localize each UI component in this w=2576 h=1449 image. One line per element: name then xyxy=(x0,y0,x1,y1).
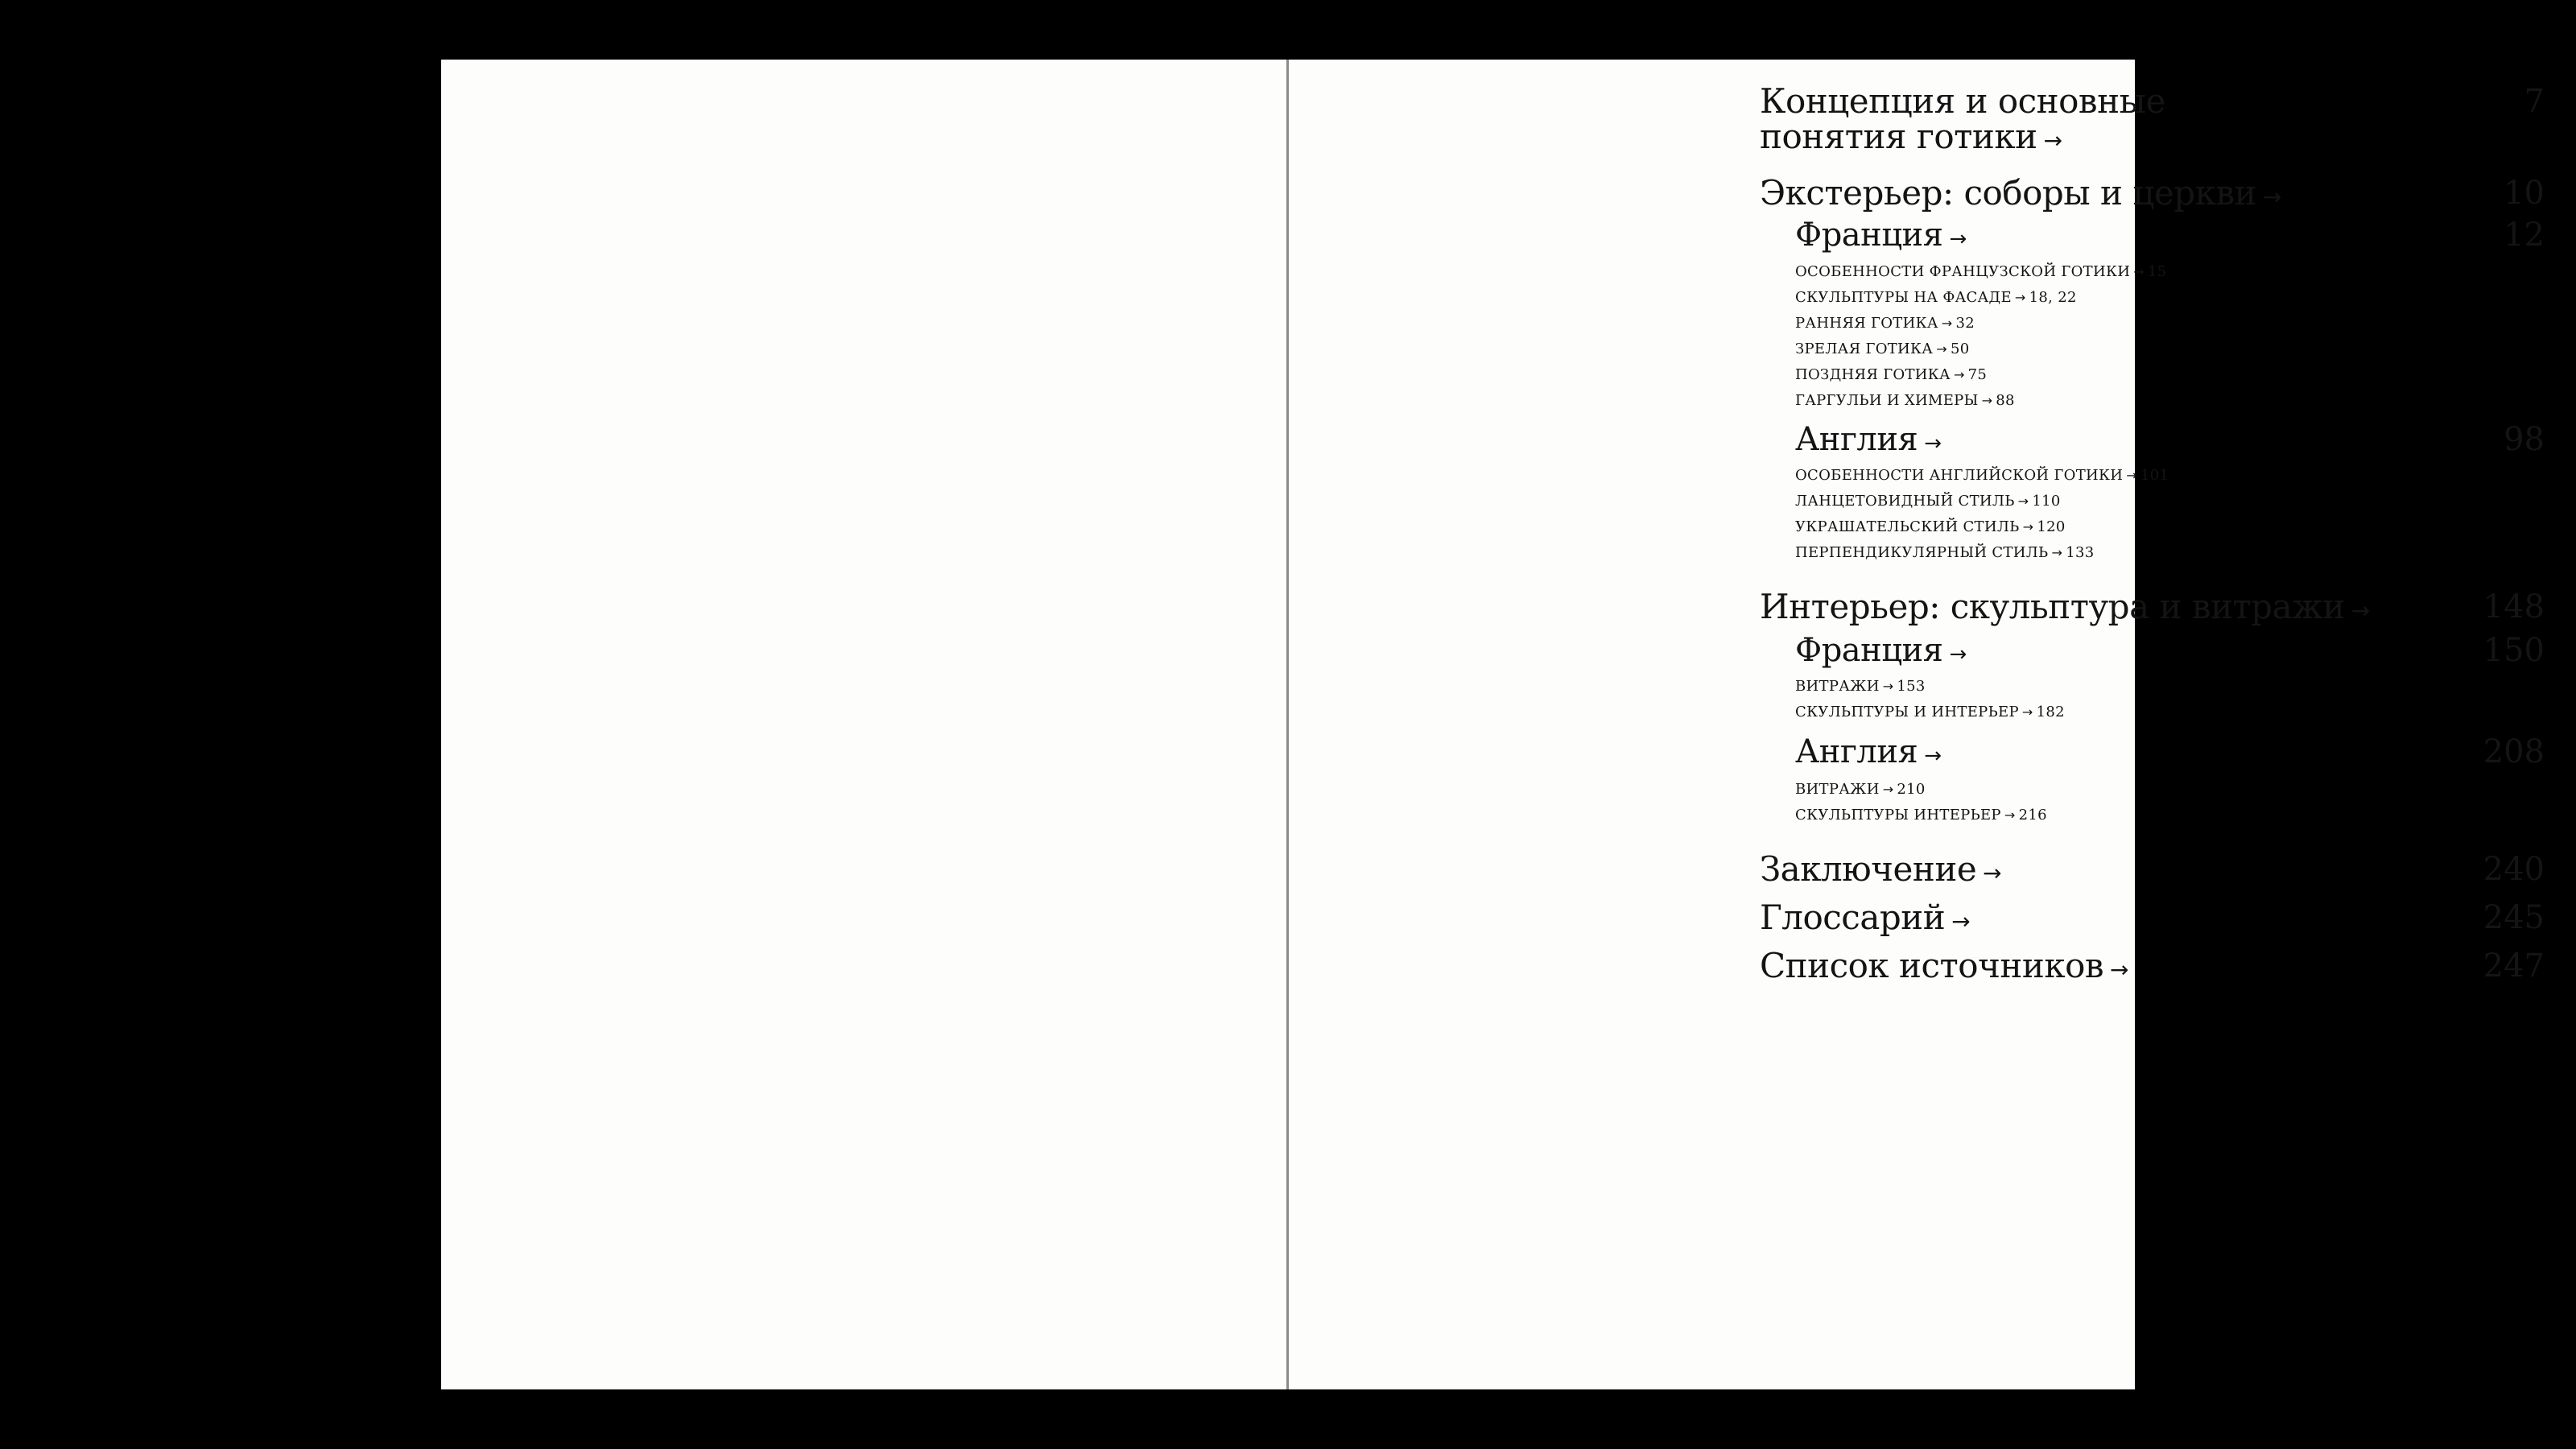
toc-entry-page: 208 xyxy=(2483,733,2545,770)
arrow-right-icon: → xyxy=(2351,597,2370,624)
toc-entry-title xyxy=(1795,391,2015,411)
toc-entry-title-text: ПОЗДНЯЯ ГОТИКА xyxy=(1795,366,1951,383)
toc-entry-title-text: Экстерьер: соборы и церкви xyxy=(1760,173,2257,213)
arrow-right-icon: → xyxy=(2051,545,2063,560)
arrow-right-icon: → xyxy=(1983,860,2002,886)
toc-entry-title-text: ЛАНЦЕТОВИДНЫЙ СТИЛЬ xyxy=(1795,493,2015,510)
toc-entry-title-line2: понятия готики xyxy=(1760,117,2037,156)
right-page xyxy=(1289,60,2545,1389)
toc-entry-title xyxy=(1795,262,2166,282)
toc-entry-title-text: ПЕРПЕНДИКУЛЯРНЫЙ СТИЛЬ xyxy=(1795,544,2049,561)
arrow-right-icon: → xyxy=(1949,227,1967,251)
toc-entry-page: 50 xyxy=(1950,341,1970,357)
toc-entry-title-line1: Концепция и основные xyxy=(1760,81,2165,121)
toc-entry-page: 150 xyxy=(2483,632,2545,669)
arrow-right-icon: → xyxy=(1949,642,1967,667)
arrow-right-icon: → xyxy=(2110,956,2128,983)
toc-entry-title-text: ОСОБЕННОСТИ ФРАНЦУЗСКОЙ ГОТИКИ xyxy=(1795,263,2131,280)
toc-entry-page: 153 xyxy=(1897,678,1926,695)
toc-entry-title-text: ЗРЕЛАЯ ГОТИКА xyxy=(1795,341,1934,357)
arrow-right-icon: → xyxy=(1882,782,1894,797)
toc-entry-title-text: СКУЛЬПТУРЫ НА ФАСАДЕ xyxy=(1795,289,2012,306)
toc-entry-page: 133 xyxy=(2066,544,2095,561)
left-page-blank xyxy=(441,60,1286,1389)
toc-entry-page: 216 xyxy=(2018,807,2047,824)
toc-entry-title-text: Франция xyxy=(1795,217,1943,254)
toc-entry-title-text: Интерьер: скульптура и витражи xyxy=(1760,587,2345,626)
toc-entry-page: 75 xyxy=(1967,366,1988,383)
arrow-right-icon: → xyxy=(1953,367,1965,382)
toc-entry-title xyxy=(1795,492,2061,511)
arrow-right-icon: → xyxy=(1951,908,1971,935)
toc-entry-page: 101 xyxy=(2140,467,2169,484)
toc-entry-page: 32 xyxy=(1955,315,1975,332)
arrow-right-icon: → xyxy=(2126,468,2137,483)
toc-entry-page: 120 xyxy=(2037,518,2066,535)
toc-entry-title-text: Англия xyxy=(1795,733,1918,770)
toc-entry-page: 240 xyxy=(2483,851,2545,888)
arrow-right-icon: → xyxy=(2263,184,2281,210)
arrow-right-icon: → xyxy=(1924,744,1942,768)
arrow-right-icon: → xyxy=(1882,679,1894,694)
toc-entry-page: 88 xyxy=(1996,392,2015,409)
book-spread xyxy=(441,60,2545,1389)
arrow-right-icon: → xyxy=(1936,341,1947,357)
toc-entry-title-text: СКУЛЬПТУРЫ ИНТЕРЬЕР xyxy=(1795,807,2001,824)
toc-entry-title xyxy=(1795,543,2094,563)
toc-entry-title-text: РАННЯЯ ГОТИКА xyxy=(1795,315,1938,332)
toc-entry-page: 210 xyxy=(1897,781,1926,798)
toc-entry-title xyxy=(1795,314,1975,333)
toc-entry-title-text: Список источников xyxy=(1760,946,2104,985)
arrow-right-icon: → xyxy=(1924,431,1942,456)
arrow-right-icon: → xyxy=(2004,807,2016,823)
toc-entry-title-text: Франция xyxy=(1795,632,1943,669)
toc-entry-title xyxy=(1795,288,2077,308)
toc-entry-page: 182 xyxy=(2036,704,2065,720)
arrow-right-icon: → xyxy=(2014,290,2026,305)
toc-entry-page: 7 xyxy=(2524,83,2545,120)
toc-entry-page: 18, 22 xyxy=(2029,289,2077,306)
toc-entry-title-text: ВИТРАЖИ xyxy=(1795,781,1880,798)
toc-entry-title-text: Глоссарий xyxy=(1760,898,1946,937)
toc-entry-title-text: Англия xyxy=(1795,421,1918,458)
toc-entry-title xyxy=(1795,780,1926,799)
arrow-right-icon: → xyxy=(2043,127,2062,154)
toc-entry-title xyxy=(1795,365,1987,385)
toc-entry-page: 98 xyxy=(2504,421,2545,458)
toc-entry-title xyxy=(1795,677,1926,696)
toc-entry-title xyxy=(1795,466,2169,485)
toc-entry-title-text: ОСОБЕННОСТИ АНГЛИЙСКОЙ ГОТИКИ xyxy=(1795,467,2124,484)
toc-entry-title-text: СКУЛЬПТУРЫ И ИНТЕРЬЕР xyxy=(1795,704,2019,720)
toc-entry-title xyxy=(1795,703,2065,722)
toc-entry-title-text: ВИТРАЖИ xyxy=(1795,678,1880,695)
arrow-right-icon: → xyxy=(1981,393,1993,408)
toc-entry-title xyxy=(1795,806,2047,825)
toc-entry-page: 245 xyxy=(2483,899,2545,936)
toc-entry-page: 10 xyxy=(2504,175,2545,212)
arrow-right-icon: → xyxy=(2021,704,2033,720)
toc-entry-title-text: УКРАШАТЕЛЬСКИЙ СТИЛЬ xyxy=(1795,518,2020,535)
arrow-right-icon: → xyxy=(2133,264,2145,279)
toc-entry-title-text: Заключение xyxy=(1760,849,1977,889)
toc-entry-page: 148 xyxy=(2483,588,2545,625)
toc-entry-page: 247 xyxy=(2483,947,2545,985)
table-of-contents xyxy=(1289,60,2545,1389)
toc-entry-page: 110 xyxy=(2032,493,2061,510)
toc-entry-page: 15 xyxy=(2147,263,2167,280)
toc-entry-title xyxy=(1795,340,1969,359)
toc-entry-title xyxy=(1795,518,2066,537)
arrow-right-icon: → xyxy=(1941,316,1953,331)
arrow-right-icon: → xyxy=(2022,519,2034,535)
toc-entry-title-text: ГАРГУЛЬИ И ХИМЕРЫ xyxy=(1795,392,1979,409)
arrow-right-icon: → xyxy=(2017,493,2029,509)
toc-entry-page: 12 xyxy=(2504,217,2545,254)
